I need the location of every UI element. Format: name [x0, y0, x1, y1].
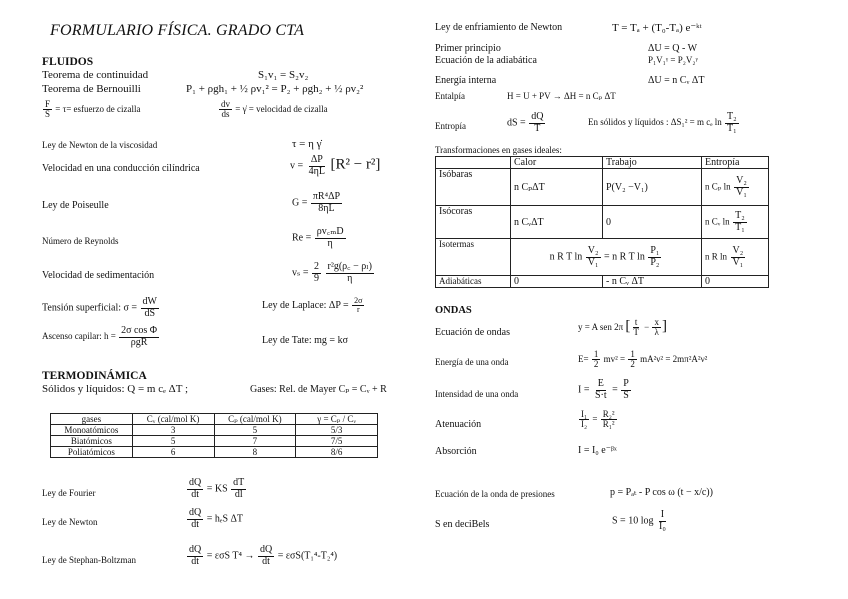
isocoras-entropia: n Cᵥ ln $\frac{\text{T₂}}{\text{T₁}}$	[702, 206, 769, 239]
primer-principio-formula: ΔU = Q - W	[648, 43, 698, 54]
reynolds-formula: Re = $\frac{\text{ρv꜀ₘD}}{\eta}$	[292, 226, 344, 249]
ec-ondas-formula: y = A sen 2π [ $\frac{t}{T}$ − $\frac{x}{\lambda}$ ]	[578, 317, 667, 338]
table-cell: Monoatómicos	[51, 425, 133, 436]
gases-col-header: gases	[51, 414, 133, 425]
solidos-formula: Sólidos y líquidos: Q = m cₑ ΔT ;	[42, 383, 189, 395]
isobaras-name: Isóbaras	[436, 169, 511, 206]
capilar-formula: Ascenso capilar: h = $\frac{\text{2σ cos Φ}}{\text{ρgR}}$	[42, 325, 158, 348]
table-cell: 3	[132, 425, 214, 436]
table-row	[436, 239, 769, 276]
atenuacion-label: Atenuación	[435, 419, 482, 430]
table-cell: 7	[214, 436, 296, 447]
calor-col-header: Calor	[511, 157, 603, 169]
table-row	[51, 447, 378, 458]
table-row	[436, 276, 769, 288]
table-cell: 5	[132, 436, 214, 447]
adiabaticas-trabajo: - n Cᵥ ΔT	[603, 276, 702, 288]
trans-col-header	[436, 157, 511, 169]
continuidad-label: Teorema de continuidad	[42, 69, 149, 81]
poiseulle-label: Ley de Poiseulle	[42, 200, 109, 211]
transformaciones-title: Transformaciones en gases ideales:	[435, 145, 562, 155]
stephan-label: Ley de Stephan-Boltzman	[42, 555, 136, 565]
table-row	[436, 206, 769, 239]
tate-formula: Ley de Tate: mg = kσ	[262, 335, 348, 346]
bernoulli-label: Teorema de Bernouilli	[42, 83, 141, 95]
entalpia-formula: H = U + PV → ΔH = n Cₚ ΔT	[507, 91, 616, 101]
table-cell: Biatómicos	[51, 436, 133, 447]
fluidos-heading: FLUIDOS	[42, 56, 94, 68]
tension-formula: Tensión superficial: σ = $\frac{dW}{dS}$	[42, 296, 157, 319]
isocoras-trabajo: 0	[603, 206, 702, 239]
fourier-formula: $\frac{dQ}{dt}$ = KS $\frac{dT}{dl}$	[189, 477, 245, 500]
entropia-col-header: Entropía	[702, 157, 769, 169]
table-row	[51, 425, 378, 436]
page-title: FORMULARIO FÍSICA. GRADO CTA	[50, 22, 305, 39]
isocoras-calor: n CᵥΔT	[511, 206, 603, 239]
newton-viscosidad-formula: τ = η γ̇	[292, 138, 322, 150]
entalpia-label: Entalpía	[435, 91, 465, 101]
fourier-label: Ley de Fourier	[42, 488, 96, 498]
adiabaticas-name: Adiabáticas	[436, 276, 511, 288]
velocidad-cizalla-formula: $\frac{dv}{ds}$ = γ̇ = velocidad de cizalla	[221, 99, 328, 120]
entropia-label: Entropía	[435, 121, 466, 131]
energia-interna-label: Energía interna	[435, 75, 497, 86]
table-cell: 5	[214, 425, 296, 436]
table-row	[51, 436, 378, 447]
isocoras-name: Isócoras	[436, 206, 511, 239]
enfriamiento-formula: T = Tₐ + (T₀-Tₐ) e⁻ᵏᵗ	[612, 22, 702, 34]
intensidad-formula: I = $\frac{E}{S\cdot t}$ = $\frac{P}{S}$	[578, 378, 629, 401]
cizalla-formula: $\frac{F}{S}$ = τ= esfuerzo de cizalla	[45, 99, 141, 120]
transformaciones-table	[435, 156, 769, 288]
ondas-heading: ONDAS	[435, 305, 472, 316]
primer-principio-label: Primer principio	[435, 43, 501, 54]
table-cell: 8	[214, 447, 296, 458]
cv-col-header: Cᵥ (cal/mol K)	[132, 414, 214, 425]
absorcion-label: Absorción	[435, 446, 477, 457]
enfriamiento-label: Ley de enfriamiento de Newton	[435, 22, 563, 33]
cilindrica-label: Velocidad en una conducción cilíndrica	[42, 163, 200, 174]
newton-label: Ley de Newton	[42, 517, 98, 527]
table-cell: 7/5	[296, 436, 378, 447]
laplace-formula: Ley de Laplace: ΔP = $\frac{2\sigma}{r}$	[262, 296, 363, 315]
isobaras-calor: n CₚΔT	[511, 169, 603, 206]
decibels-formula: S = 10 log $\frac{I}{\text{I₀}}$	[612, 509, 666, 532]
energia-onda-formula: E= $\frac{1}{2}$ mv² = $\frac{1}{2}$ mA²ν² = 2mπ²A²ν²	[578, 349, 708, 370]
decibels-label: S en deciBels	[435, 519, 490, 530]
gamma-col-header: γ = Cₚ / Cᵥ	[296, 414, 378, 425]
entropia-formula: dS = $\frac{dQ}{T}$	[507, 111, 544, 134]
mayer-formula: Gases: Rel. de Mayer Cₚ = Cᵥ + R	[250, 384, 387, 395]
energia-onda-label: Energía de una onda	[435, 357, 509, 367]
table-cell: 8/6	[296, 447, 378, 458]
table-row	[436, 169, 769, 206]
table-cell: 6	[132, 447, 214, 458]
adiabaticas-entropia: 0	[702, 276, 769, 288]
isotermas-name: Isotermas	[436, 239, 511, 276]
entropia-solidos-formula: En sólidos y líquidos : ΔS₁² = m cₑ ln $\frac{\text{T₂}}{\text{T₁}}$	[588, 111, 737, 134]
sedimentacion-formula: vₛ = $\frac{2}{9}$ $\frac{\text{r²g(ρ꜀ − ρₗ)}}{\eta}$	[292, 261, 373, 284]
trans-header-row	[436, 157, 769, 169]
table-cell: 5/3	[296, 425, 378, 436]
onda-presiones-formula: p = Pₐₜ - P cos ω (t − x/c))	[610, 487, 713, 498]
energia-interna-formula: ΔU = n Cᵥ ΔT	[648, 75, 705, 86]
reynolds-label: Número de Reynolds	[42, 236, 119, 246]
newton-formula: $\frac{dQ}{dt}$ = hₑS ΔT	[189, 507, 244, 530]
gases-table	[50, 413, 378, 458]
termodinamica-heading: TERMODINÁMICA	[42, 370, 147, 382]
bernoulli-formula: P₁ + ρgh₁ + ½ ρv₁² = P₂ + ρgh₂ + ½ ρv₂²	[186, 83, 364, 95]
isotermas-calor-trabajo: n R T ln $\frac{\text{V₂}}{\text{V₁}}$ = n R T ln $\frac{\text{P₁}}{\text{P₂}}$	[511, 239, 702, 276]
isobaras-entropia: n Cₚ ln $\frac{\text{V₂}}{\text{V₁}}$	[702, 169, 769, 206]
newton-viscosidad-label: Ley de Newton de la viscosidad	[42, 140, 158, 150]
absorcion-formula: I = I₀ e⁻ᵝˣ	[578, 445, 617, 456]
trabajo-col-header: Trabajo	[603, 157, 702, 169]
intensidad-label: Intensidad de una onda	[435, 389, 519, 399]
atenuacion-formula: $\frac{\text{I₁}}{\text{I₂}}$ = $\frac{\text{R₂²}}{\text{R₁²}}$	[581, 409, 615, 430]
stephan-formula: $\frac{dQ}{dt}$ = εσS T⁴ → $\frac{dQ}{dt}$ = εσS(T₁⁴-T₂⁴)	[189, 544, 338, 567]
adiabatica-label: Ecuación de la adiabática	[435, 55, 537, 66]
gases-table-header-row	[51, 414, 378, 425]
cilindrica-formula: v = $\frac{\Delta P}{4\eta L}$ [R² − r²]	[290, 154, 381, 177]
isotermas-entropia: n R ln $\frac{\text{V₂}}{\text{V₁}}$	[702, 239, 769, 276]
poiseulle-formula: G = $\frac{\text{πR⁴ΔP}}{8\eta L}$	[292, 191, 341, 214]
cp-col-header: Cₚ (cal/mol K)	[214, 414, 296, 425]
onda-presiones-label: Ecuación de la onda de presiones	[435, 489, 555, 499]
adiabaticas-calor: 0	[511, 276, 603, 288]
adiabatica-formula: P₁V₁ᵞ = P₂V₂ᵞ	[648, 55, 698, 65]
ec-ondas-label: Ecuación de ondas	[435, 327, 510, 338]
sedimentacion-label: Velocidad de sedimentación	[42, 270, 155, 281]
isobaras-trabajo: P(V₂ −V₁)	[603, 169, 702, 206]
table-cell: Poliatómicos	[51, 447, 133, 458]
continuidad-formula: S₁v₁ = S₂v₂	[258, 69, 309, 81]
